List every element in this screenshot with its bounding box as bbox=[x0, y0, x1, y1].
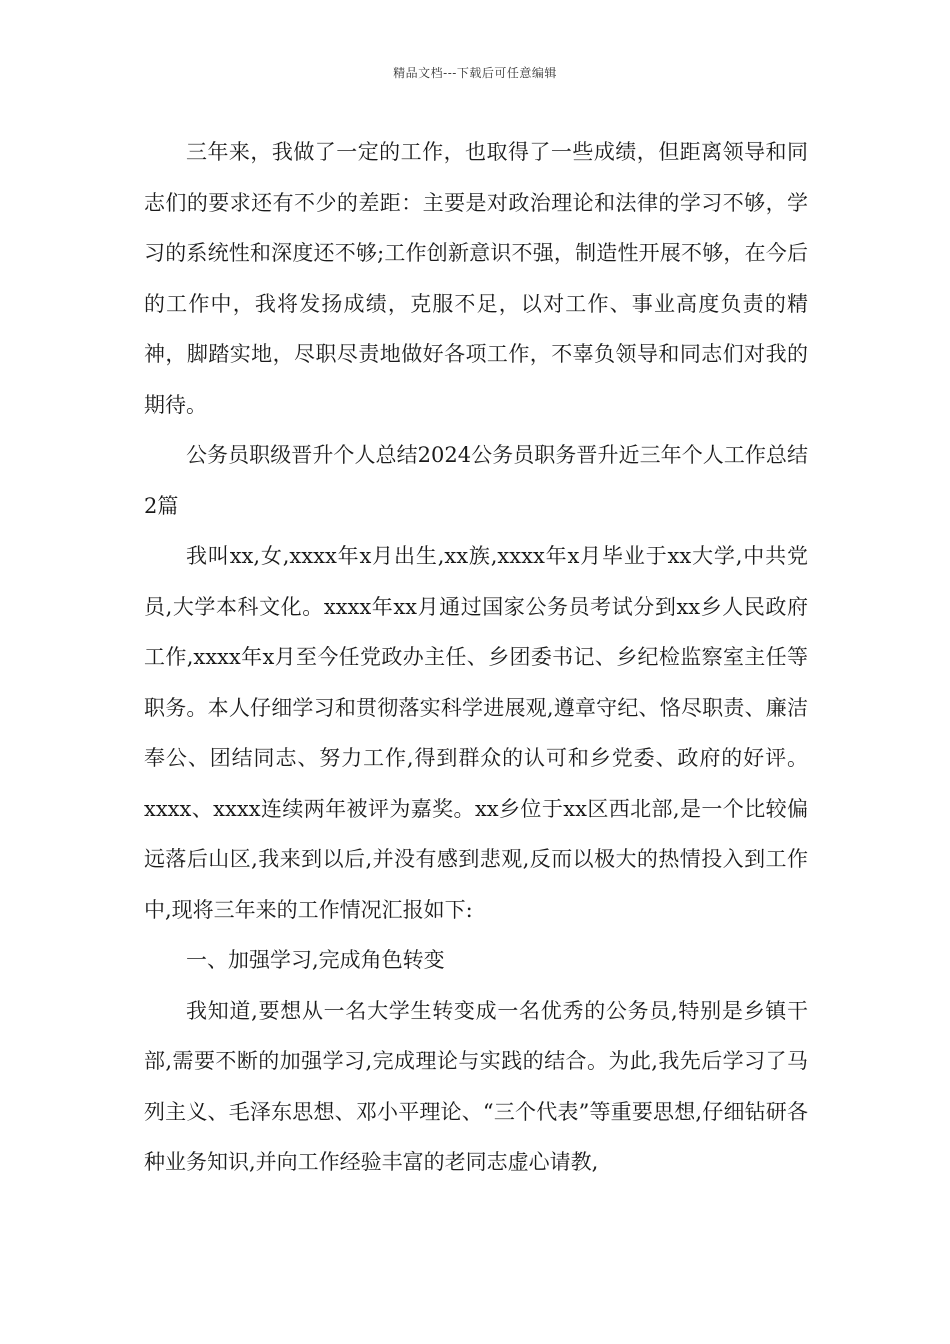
paragraph-summary: 三年来，我做了一定的工作，也取得了一些成绩，但距离领导和同志们的要求还有不少的差距：主要是对政治理论和法律的学习不够，学习的系统性和深度还不够;工作创新意识不强，制造性开展不够，在今后的工作中，我将发扬成绩，克服不足，以对工作、事业高度负责的精神，脚踏实地，尽职尽责地做好各项工作，不辜负领导和同志们对我的期待。 bbox=[144, 140, 808, 417]
section-heading: 一、加强学习,完成角色转变 bbox=[186, 948, 445, 972]
document-body bbox=[144, 127, 808, 1188]
page-header: 精品文档---下载后可任意编辑 bbox=[393, 66, 557, 80]
paragraph-study: 我知道,要想从一名大学生转变成一名优秀的公务员,特别是乡镇干部,需要不断的加强学习,完成理论与实践的结合。为此,我先后学习了马列主义、毛泽东思想、邓小平理论、“三个代表”等重要思想,仔细钻研各种业务知识,并向工作经验丰富的老同志虚心请教, bbox=[144, 998, 808, 1174]
paragraph-introduction: 我叫xx,女,xxxx年x月出生,xx族,xxxx年x月毕业于xx大学,中共党员,大学本科文化。xxxx年xx月通过国家公务员考试分到xx乡人民政府工作,xxxx年x月至今任党政办主任、乡团委书记、乡纪检监察室主任等职务。本人仔细学习和贯彻落实科学进展观,遵章守纪、恪尽职责、廉洁奉公、团结同志、努力工作,得到群众的认可和乡党委、政府的好评。xxxx、xxxx连续两年被评为嘉奖。xx乡位于xx区西北部,是一个比较偏远落后山区,我来到以后,并没有感到悲观,反而以极大的热情投入到工作中,现将三年来的工作情况汇报如下: bbox=[144, 544, 808, 922]
paragraph-title: 公务员职级晋升个人总结2024公务员职务晋升近三年个人工作总结2篇 bbox=[144, 443, 808, 518]
